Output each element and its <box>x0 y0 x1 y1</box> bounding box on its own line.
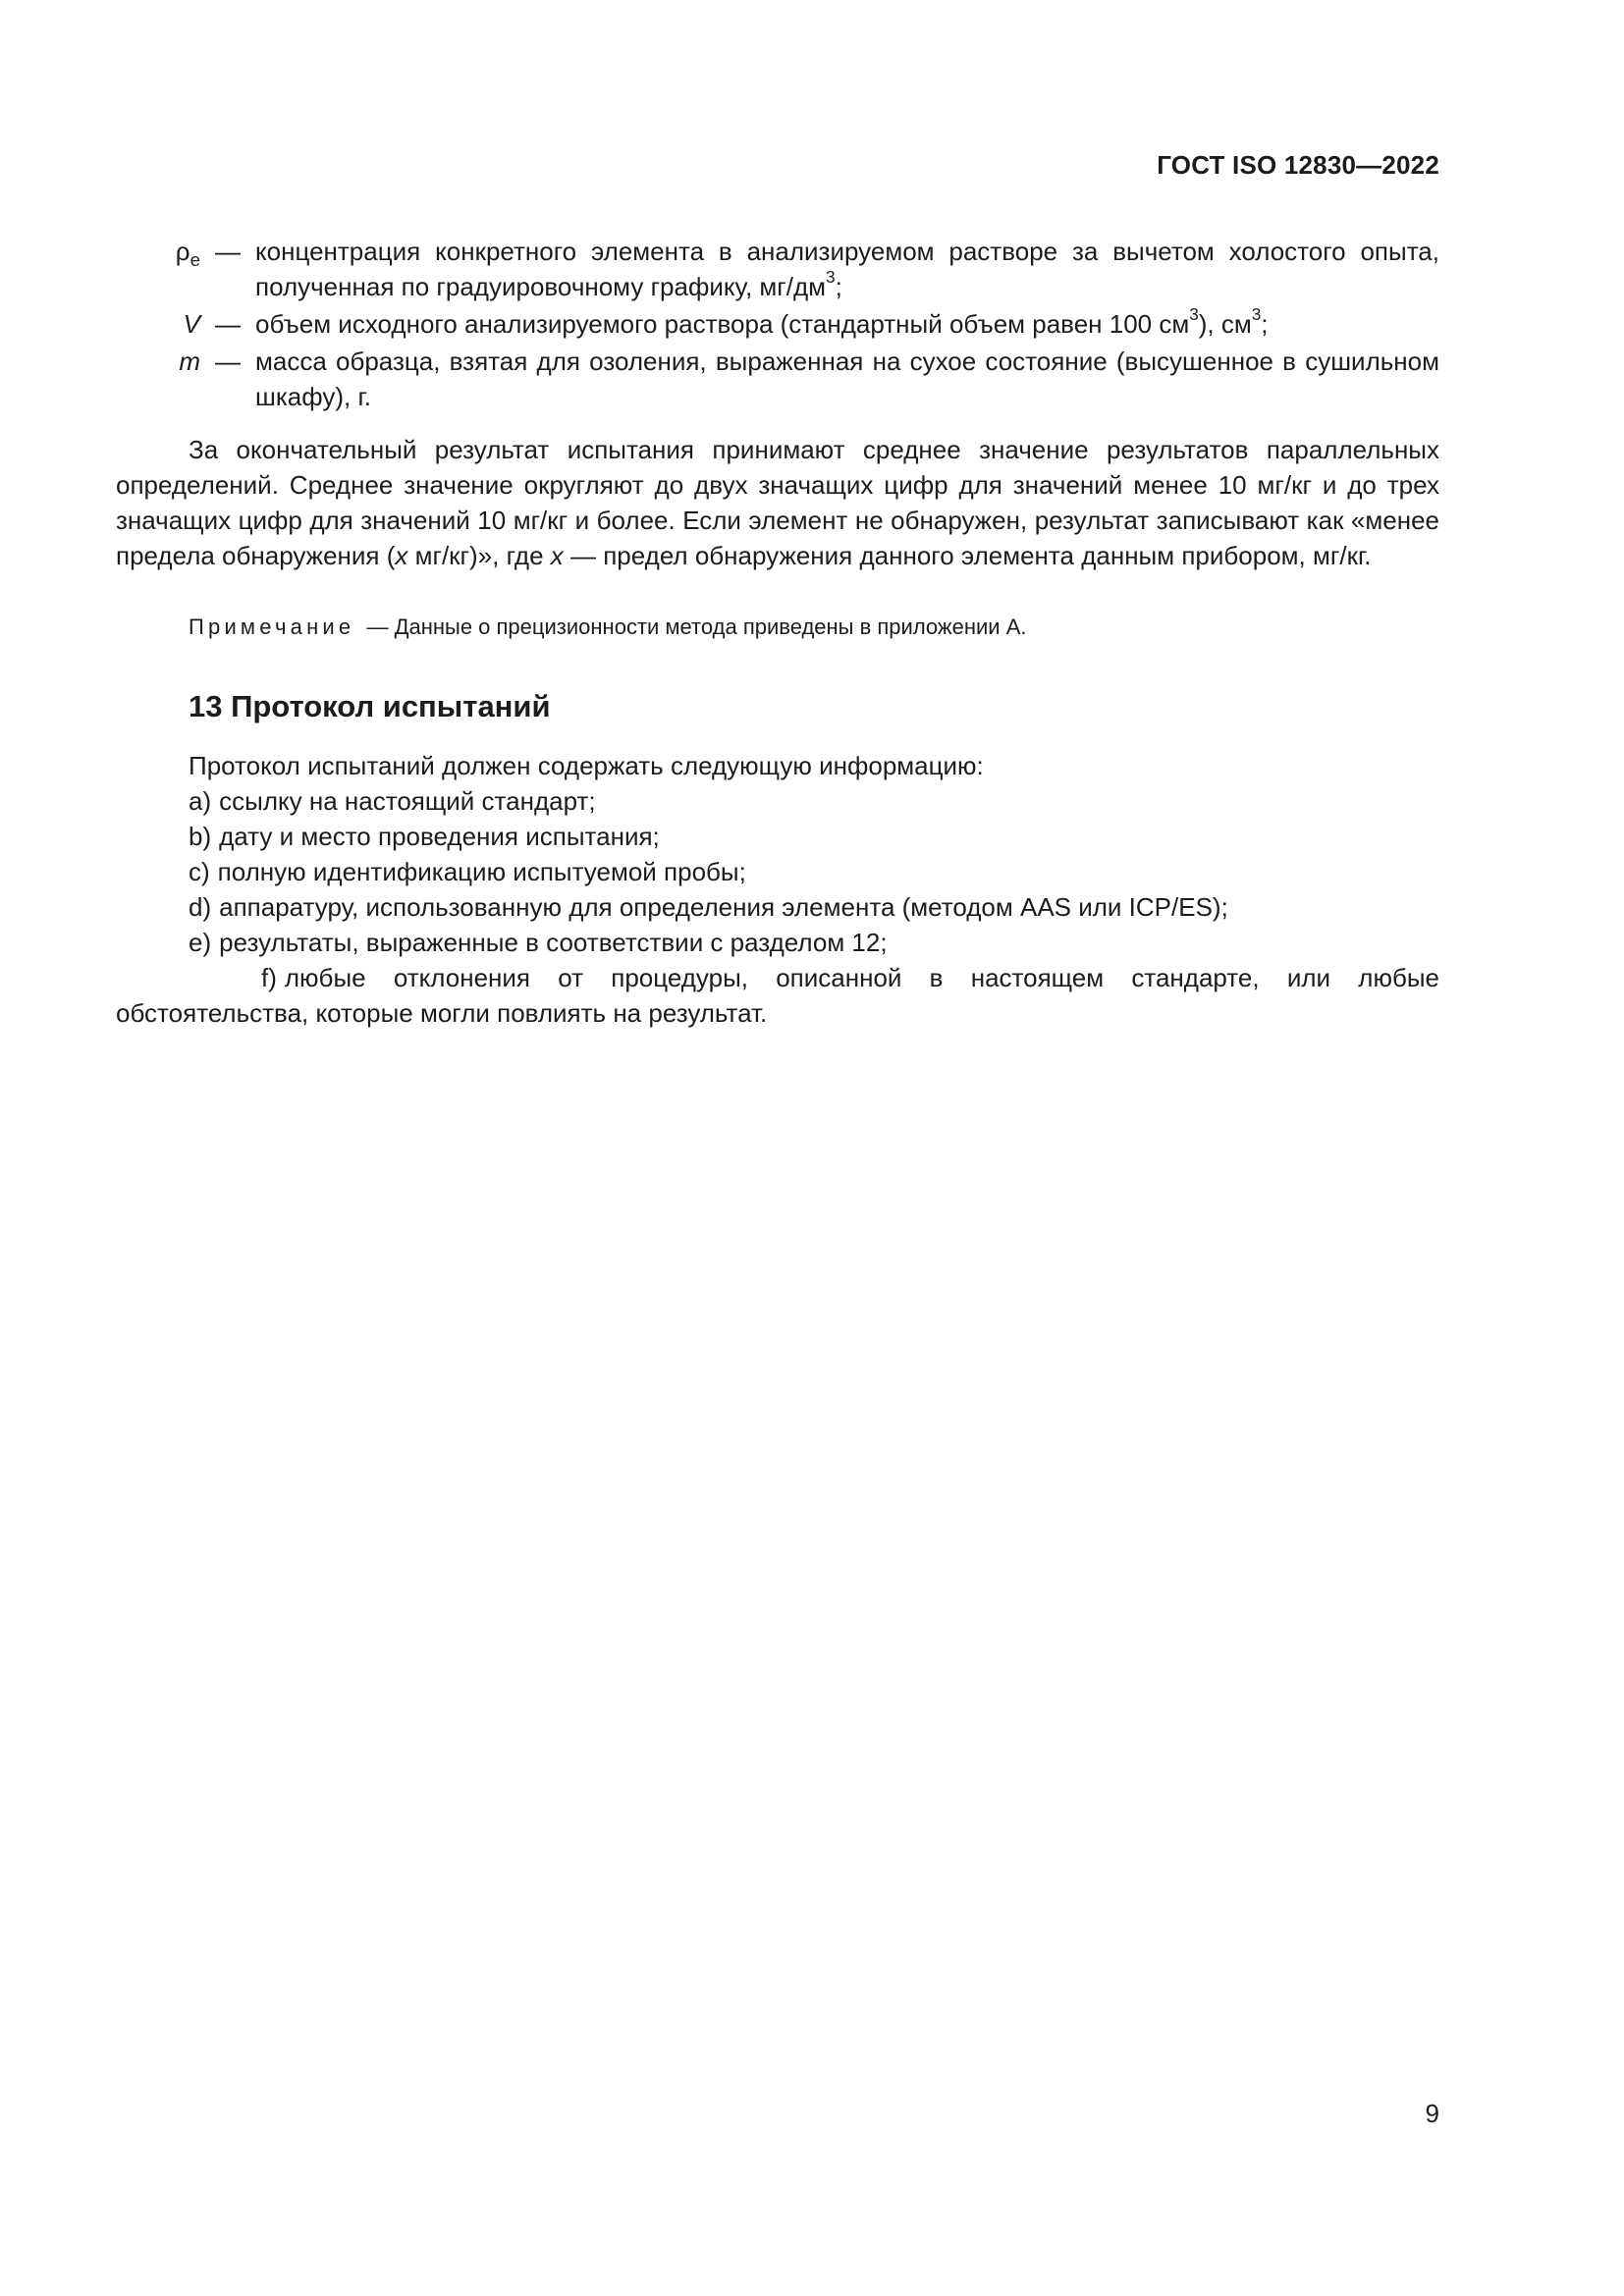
page-number: 9 <box>1425 2099 1439 2128</box>
definition-dash: — <box>215 309 241 339</box>
definition-rho-e <box>116 234 1439 304</box>
list-item: f) любые отклонения от процедуры, описанной в настоящем стандарте, или любые обстоятельства, которые могли повлиять на результат. <box>116 963 1439 1028</box>
protocol-intro: Протокол испытаний должен содержать следующую информацию: <box>189 751 984 780</box>
definition-symbol: $\rho_e$ <box>175 237 200 271</box>
protocol-list <box>116 748 1439 1031</box>
list-item: b) дату и место проведения испытания; <box>189 822 660 851</box>
definition-dash: — <box>215 237 241 266</box>
list-item: a) ссылку на настоящий стандарт; <box>189 786 596 816</box>
note-text: — Данные о прецизионности метода приведены в приложении А. <box>366 614 1027 639</box>
list-item: d) аппаратуру, использованную для определения элемента (методом AAS или ICP/ES); <box>189 892 1228 922</box>
definition-v <box>116 303 1439 342</box>
note <box>189 612 1439 643</box>
symbol-definitions <box>116 234 1439 416</box>
list-item: e) результаты, выраженные в соответствии с разделом 12; <box>189 928 888 957</box>
result-paragraph: За окончательный результат испытания принимают среднее значение результатов параллельных определений. Среднее значение округляют до двух значащих цифр для значений менее 10 мг/кг и до трех значащих цифр для значений 10 мг/кг и более. Если элемент не обнаружен, результат записывают как «менее предела обнаружения (x мг/кг)», где x — предел обнаружения данного элемента данным прибором, мг/кг. <box>116 435 1439 570</box>
standard-code-header: ГОСТ ISO 12830—2022 <box>1157 150 1439 180</box>
definition-text: концентрация конкретного элемента в анализируемом растворе за вычетом холостого опыта, полученная по градуировочному графику, $мг/дм^3$; <box>255 237 1439 301</box>
definition-symbol: V <box>183 309 200 339</box>
definition-m <box>116 344 1439 414</box>
definition-text: масса образца, взятая для озоления, выраженная на сухое состояние (высушенное в сушильном шкафу), г. <box>255 347 1439 411</box>
section-heading: 13 Протокол испытаний <box>189 689 551 723</box>
list-item: c) полную идентификацию испытуемой пробы; <box>189 857 746 886</box>
definition-text: объем исходного анализируемого раствора (стандартный объем равен 100 $см^3$), $см^3$; <box>255 303 1269 339</box>
definition-symbol: m <box>179 347 200 376</box>
note-label: Примечание <box>189 614 355 639</box>
definition-dash: — <box>215 347 241 376</box>
